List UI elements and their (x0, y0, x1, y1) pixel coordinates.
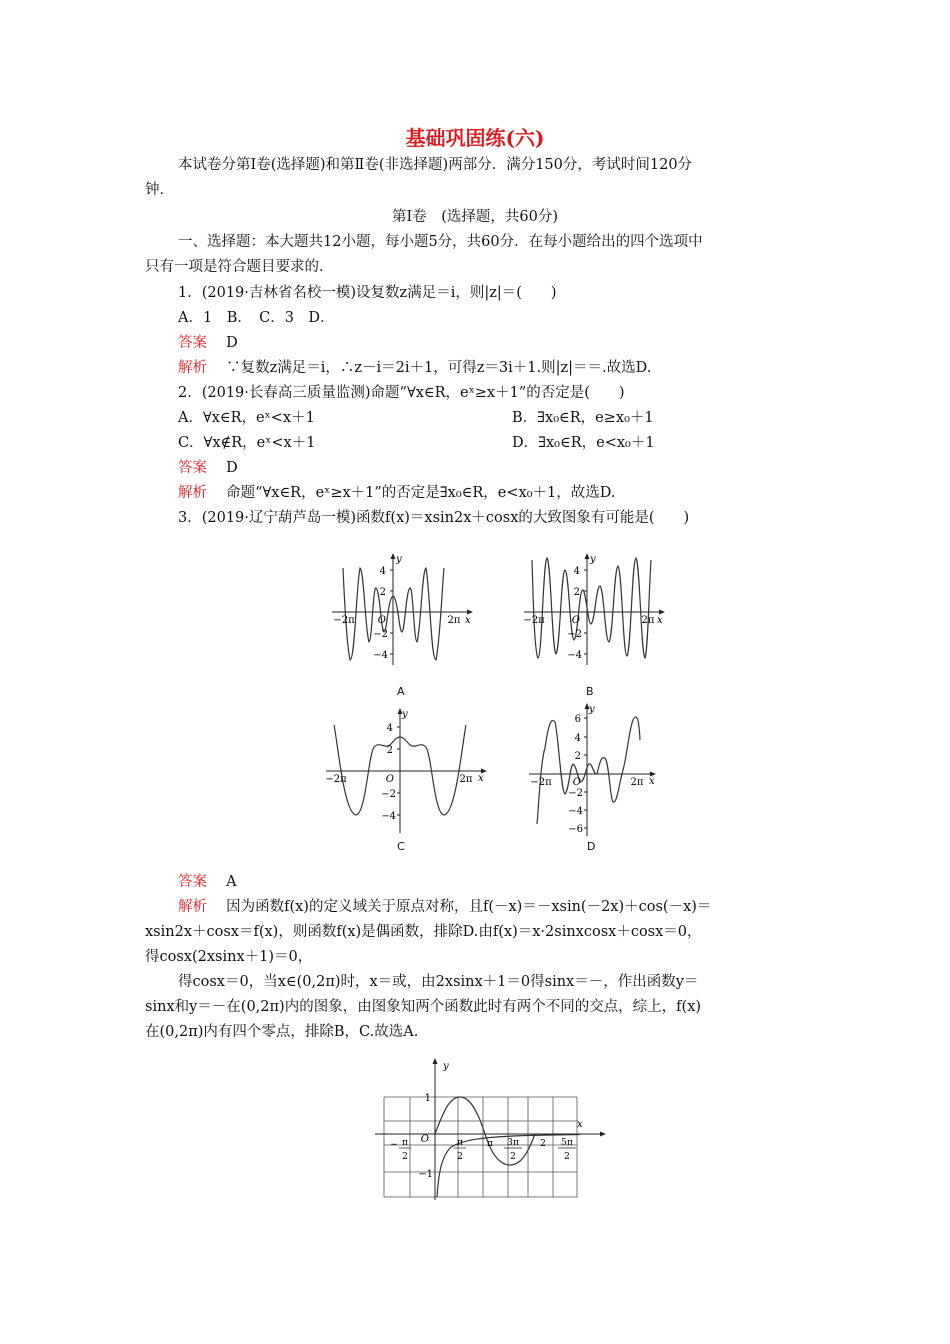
svg-text:−6: −6 (568, 824, 583, 835)
answer-value: D (226, 460, 238, 476)
analysis-text: 命题“∀x∈R，eˣ≥x＋1”的否定是∃x₀∈R，e<x₀＋1，故选D. (226, 485, 616, 501)
svg-text:2π: 2π (447, 615, 461, 626)
intro-line-2: 钟． (145, 182, 174, 198)
svg-text:x: x (657, 615, 663, 626)
svg-text:1: 1 (424, 1093, 431, 1104)
graph-a (328, 550, 478, 670)
svg-text:4: 4 (386, 723, 393, 734)
svg-text:−2: −2 (567, 629, 582, 640)
svg-text:−2π: −2π (333, 615, 355, 626)
intro-line-1: 本试卷分第Ⅰ卷(选择题)和第Ⅱ卷(非选择题)两部分．满分150分，考试时间120分 (178, 157, 693, 173)
graph-d (525, 700, 665, 840)
section-heading: 第Ⅰ卷 (选择题，共60分) (392, 209, 558, 225)
analysis-label: 解析 (178, 899, 207, 915)
answer-label: 答案 (178, 874, 207, 890)
q3-analysis-2: xsin2x＋cosx＝f(x)，则函数f(x)是偶函数，排除D.由f(x)＝x·2sinxcosx＋cosx＝0， (145, 924, 702, 940)
q2-analysis (178, 483, 615, 503)
svg-text:−4: −4 (373, 650, 388, 661)
svg-text:2π: 2π (630, 777, 644, 788)
q3-analysis-4: 得cosx＝0，当x∈(0,2π)时，x＝或，由2xsinx＋1＝0得sinx＝－，作出函数y＝ (178, 974, 699, 990)
svg-text:x: x (478, 773, 484, 784)
svg-text:5π: 5π (561, 1138, 573, 1148)
q1-stem: 1．(2019·吉林省名校一模)设复数z满足＝i，则|z|＝( ) (178, 285, 557, 301)
svg-text:−1: −1 (418, 1169, 433, 1180)
svg-text:−2: −2 (373, 629, 388, 640)
graph-b (520, 550, 670, 670)
q1-answer (178, 333, 238, 353)
svg-text:O: O (571, 615, 580, 626)
q2-answer (178, 458, 238, 478)
svg-text:y: y (443, 1061, 449, 1072)
q3-analysis-6: 在(0,2π)内有四个零点，排除B，C.故选A. (145, 1024, 419, 1040)
caption-b: B (586, 685, 594, 698)
q3-answer (178, 872, 237, 892)
graph-c (322, 705, 492, 835)
svg-text:x: x (465, 615, 471, 626)
instruction-line-1: 一、选择题：本大题共12小题，每小题5分，共60分．在每小题给出的四个选项中 (178, 234, 703, 250)
svg-text:−4: −4 (381, 811, 396, 822)
svg-text:−: − (390, 1140, 398, 1150)
q3-analysis-1 (178, 897, 711, 917)
svg-text:2π: 2π (459, 774, 473, 785)
svg-text:4: 4 (574, 733, 581, 744)
q3-stem: 3．(2019·辽宁葫芦岛一模)函数f(x)＝xsin2x＋cosx的大致图象有可能是( ) (178, 510, 690, 526)
svg-text:−2π: −2π (325, 774, 347, 785)
svg-text:2π: 2π (641, 615, 655, 626)
q3-analysis-5: sinx和y＝－在(0,2π)内的图象，由图象知两个函数此时有两个不同的交点，综上，f(x) (145, 999, 702, 1015)
svg-text:y: y (402, 709, 408, 720)
page-title: 基础巩固练(六) (405, 126, 545, 150)
caption-c: C (397, 840, 405, 853)
caption-d: D (587, 840, 596, 853)
svg-text:2: 2 (510, 1152, 516, 1162)
svg-text:O: O (385, 774, 394, 785)
svg-text:O: O (420, 1134, 429, 1145)
svg-text:O: O (377, 615, 386, 626)
svg-text:2: 2 (402, 1152, 408, 1162)
svg-text:π: π (402, 1138, 408, 1148)
svg-text:6: 6 (574, 714, 581, 725)
analysis-text: ∵复数z满足＝i，∴z－i＝2i＋1，可得z＝3i＋1.则|z|＝＝.故选D. (226, 360, 652, 376)
svg-text:x: x (649, 776, 655, 787)
svg-text:−2π: −2π (530, 777, 552, 788)
q1-options: A．1 B． C．3 D． (178, 310, 335, 326)
caption-a: A (397, 685, 405, 698)
svg-text:4: 4 (573, 566, 580, 577)
q2-option-c: C．∀x∉R，eˣ<x＋1 (178, 435, 316, 451)
svg-text:3π: 3π (507, 1138, 519, 1148)
answer-value: D (226, 335, 238, 351)
svg-text:−2: −2 (568, 788, 583, 799)
svg-text:2: 2 (457, 1152, 463, 1162)
svg-text:2: 2 (540, 1139, 546, 1149)
svg-text:2: 2 (379, 587, 386, 598)
svg-text:2: 2 (386, 745, 393, 756)
q2-option-a: A．∀x∈R，eˣ<x＋1 (178, 410, 315, 426)
q3-analysis-3: 得cosx(2xsinx＋1)＝0， (145, 949, 313, 965)
svg-text:4: 4 (379, 566, 386, 577)
svg-text:2: 2 (564, 1152, 570, 1162)
q2-option-b: B．∃x₀∈R，e≥x₀＋1 (512, 410, 654, 426)
svg-text:−2π: −2π (523, 615, 545, 626)
answer-label: 答案 (178, 335, 207, 351)
svg-text:−4: −4 (568, 806, 583, 817)
q1-analysis (178, 358, 651, 378)
svg-text:π: π (487, 1139, 493, 1149)
svg-text:−4: −4 (567, 650, 582, 661)
analysis-label: 解析 (178, 485, 207, 501)
svg-text:y: y (589, 704, 595, 715)
analysis-label: 解析 (178, 360, 207, 376)
svg-text:2: 2 (573, 587, 580, 598)
answer-label: 答案 (178, 460, 207, 476)
sine-hyperbola-graph (375, 1055, 615, 1205)
svg-text:y: y (590, 554, 596, 565)
svg-text:x: x (577, 1119, 583, 1130)
answer-value: A (226, 874, 237, 890)
svg-text:O: O (572, 777, 581, 788)
svg-text:y: y (396, 554, 402, 565)
svg-text:−2: −2 (381, 789, 396, 800)
q2-option-d: D．∃x₀∈R，e<x₀＋1 (512, 435, 655, 451)
q2-stem: 2．(2019·长春高三质量监测)命题“∀x∈R，eˣ≥x＋1”的否定是( ) (178, 385, 625, 401)
svg-text:2: 2 (574, 751, 581, 762)
svg-text:π: π (457, 1138, 463, 1148)
analysis-text: 因为函数f(x)的定义域关于原点对称，且f(－x)＝－xsin(－2x)＋cos(－x)＝ (226, 899, 712, 915)
instruction-line-2: 只有一项是符合题目要求的． (145, 259, 334, 275)
